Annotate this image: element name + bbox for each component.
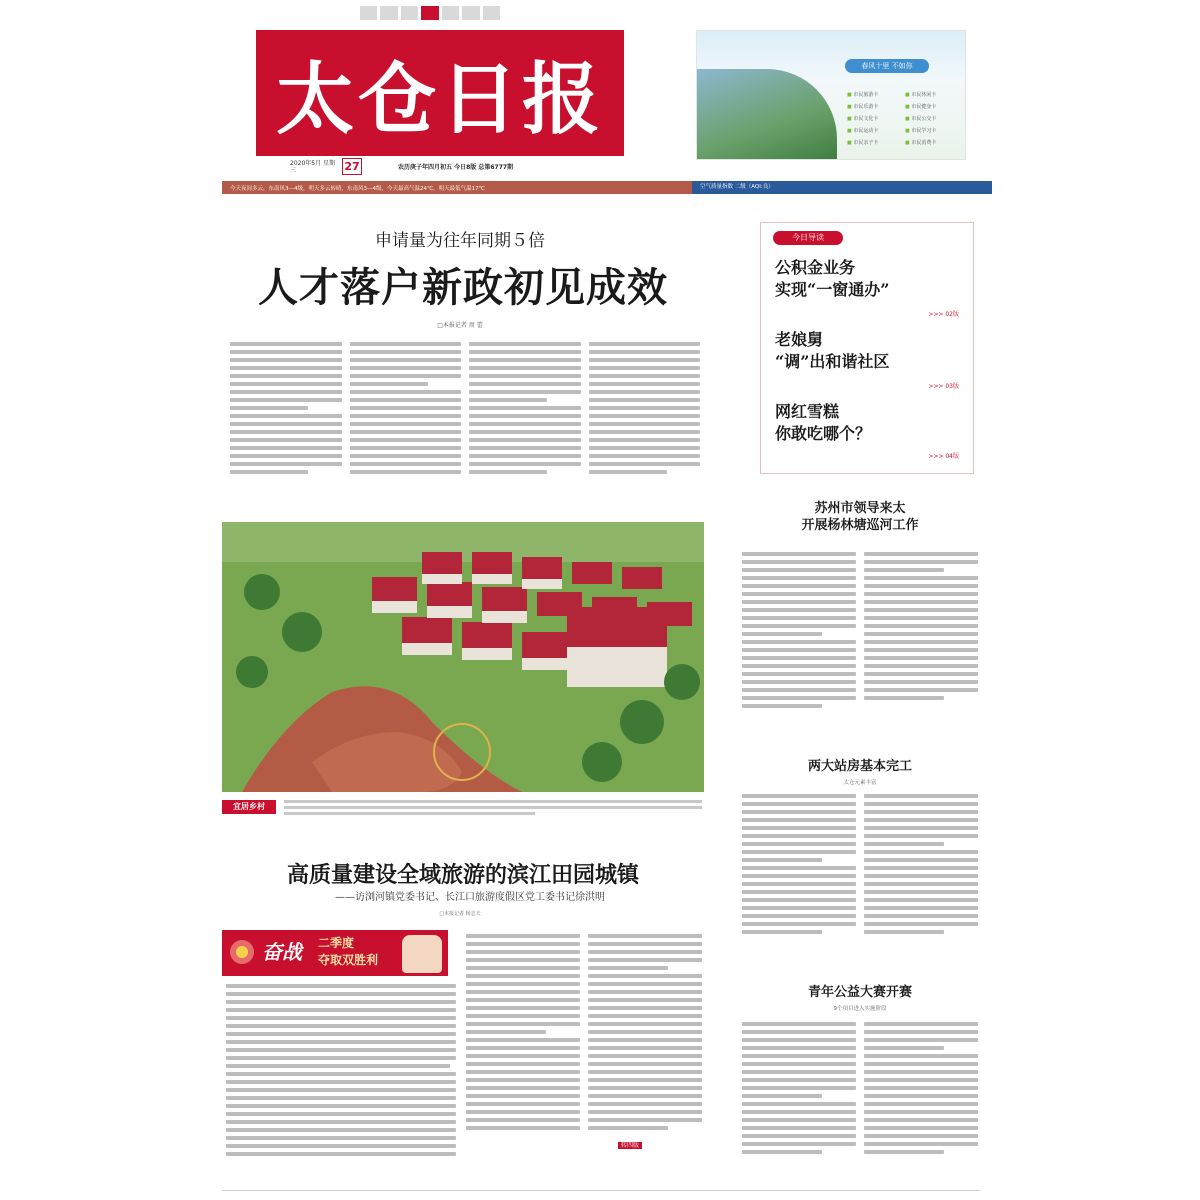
text-column — [864, 552, 978, 742]
text-column — [350, 342, 462, 492]
guide-item-1[interactable] — [775, 257, 965, 301]
today-guide-label: 今日导读 — [773, 231, 843, 245]
guide-page-ref: >>> 03版 — [928, 383, 959, 390]
lead-kicker: 申请量为往年同期５倍 — [375, 231, 545, 251]
village-aerial-photo[interactable] — [222, 522, 704, 792]
guide-item-3[interactable] — [775, 401, 965, 445]
ad-item: ■ 市民旅游卡 — [847, 91, 905, 98]
weather-bar — [222, 181, 980, 194]
guide-page-ref: >>> 02版 — [928, 311, 959, 318]
text-column — [466, 934, 580, 1134]
text-column — [742, 1022, 856, 1182]
lead-body-text — [230, 342, 700, 492]
ad-item: ■ 市民亲子卡 — [847, 139, 905, 146]
ad-landscape-image — [697, 69, 837, 159]
today-guide-box — [760, 222, 974, 474]
ad-item: ■ 市民文化卡 — [847, 115, 905, 122]
top-strip — [360, 6, 500, 20]
lead-headline[interactable]: 人才落户新政初见成效 — [258, 264, 668, 311]
jump-label: 转四版 — [618, 1142, 642, 1149]
feature-subhead: ——访浏河镇党委书记、长江口旅游度假区党工委书记徐洪明 — [335, 892, 605, 903]
feature-body-middle — [344, 984, 456, 1184]
text-column — [864, 1022, 978, 1182]
masthead-title: 太仓日报 — [275, 54, 604, 145]
ad-item: ■ 市民运动卡 — [847, 127, 905, 134]
continued-page-link[interactable] — [618, 1140, 698, 1149]
text-column — [344, 984, 456, 1184]
ad-item: ■ 市民学习卡 — [905, 127, 963, 134]
village-photo-image — [222, 522, 704, 792]
feature-body-right — [466, 934, 702, 1134]
masthead-logo — [256, 30, 624, 156]
right-story-body — [742, 552, 978, 742]
right-story-headline[interactable]: 青年公益大赛开赛 — [807, 985, 912, 1000]
text-column — [469, 342, 581, 492]
issue-details: 农历庚子年四月初五 今日8版 总第6777期 — [398, 164, 514, 171]
caption-text — [284, 800, 702, 818]
page-footer — [222, 1190, 980, 1198]
ad-item: ■ 市民休闲卡 — [905, 91, 963, 98]
ad-item: ■ 市民乐游卡 — [847, 103, 905, 110]
guide-item-title: 实现“一窗通办” — [775, 280, 890, 299]
issue-info-bar — [280, 158, 680, 176]
lead-byline: □本报记者 周 蕾 — [437, 322, 483, 329]
ad-item: ■ 市民公交卡 — [905, 115, 963, 122]
guide-page-ref: >>> 04版 — [928, 453, 959, 460]
headline-line: 开展杨林塘巡河工作 — [801, 518, 919, 533]
guide-item-title: 老娘舅 — [775, 330, 824, 349]
banner-main-text: 奋战 — [262, 940, 302, 964]
issue-date: 2020年5月 星期三 — [290, 160, 335, 174]
right-story-headline[interactable] — [740, 500, 980, 534]
photo-caption — [222, 796, 704, 822]
campaign-banner — [222, 930, 448, 976]
ad-item: ■ 市民健身卡 — [905, 103, 963, 110]
right-story-body — [742, 1022, 978, 1182]
text-column — [864, 794, 978, 964]
guide-item-title: 你敢吃哪个？ — [775, 424, 872, 443]
ad-item-list — [847, 91, 963, 146]
weather-forecast: 今天夜间多云，东南风3—4级，明天多云转晴，东南风3—4级，今天最高气温24℃，明天最低气温17℃ — [230, 185, 485, 192]
guide-item-title: “调”出和谐社区 — [775, 352, 890, 371]
text-column — [742, 552, 856, 742]
banner-sub-text: 二季度 夺取双胜利 — [318, 936, 379, 967]
banner-emblem-icon — [228, 938, 256, 966]
guide-item-title: 公积金业务 — [775, 258, 856, 277]
right-story-body — [742, 794, 978, 964]
issue-number: 27 — [342, 158, 362, 175]
feature-headline[interactable]: 高质量建设全域旅游的滨江田园城镇 — [286, 863, 639, 888]
right-story-headline[interactable]: 两大站房基本完工 — [807, 759, 912, 774]
fist-icon — [402, 935, 442, 973]
masthead-advertisement[interactable] — [696, 30, 966, 160]
text-column — [589, 342, 701, 492]
feature-byline: □本报记者 杨志天 — [439, 911, 481, 917]
right-story-subhead: 太仓元素丰富 — [843, 780, 877, 786]
air-quality: 空气质量指数 二级（AQI:良） — [692, 181, 992, 194]
right-story-subhead: 9个项目进入实施阶段 — [833, 1006, 887, 1012]
photo-tag: 宜居乡村 — [222, 800, 276, 814]
guide-item-2[interactable] — [775, 329, 965, 373]
ad-item: ■ 市民消费卡 — [905, 139, 963, 146]
text-column — [742, 794, 856, 964]
text-column — [230, 342, 342, 492]
text-column — [588, 934, 702, 1134]
guide-item-title: 网红雪糕 — [775, 402, 840, 421]
ad-badge: 春风十里 不如你 — [845, 59, 929, 73]
headline-line: 苏州市领导来太 — [814, 501, 906, 516]
